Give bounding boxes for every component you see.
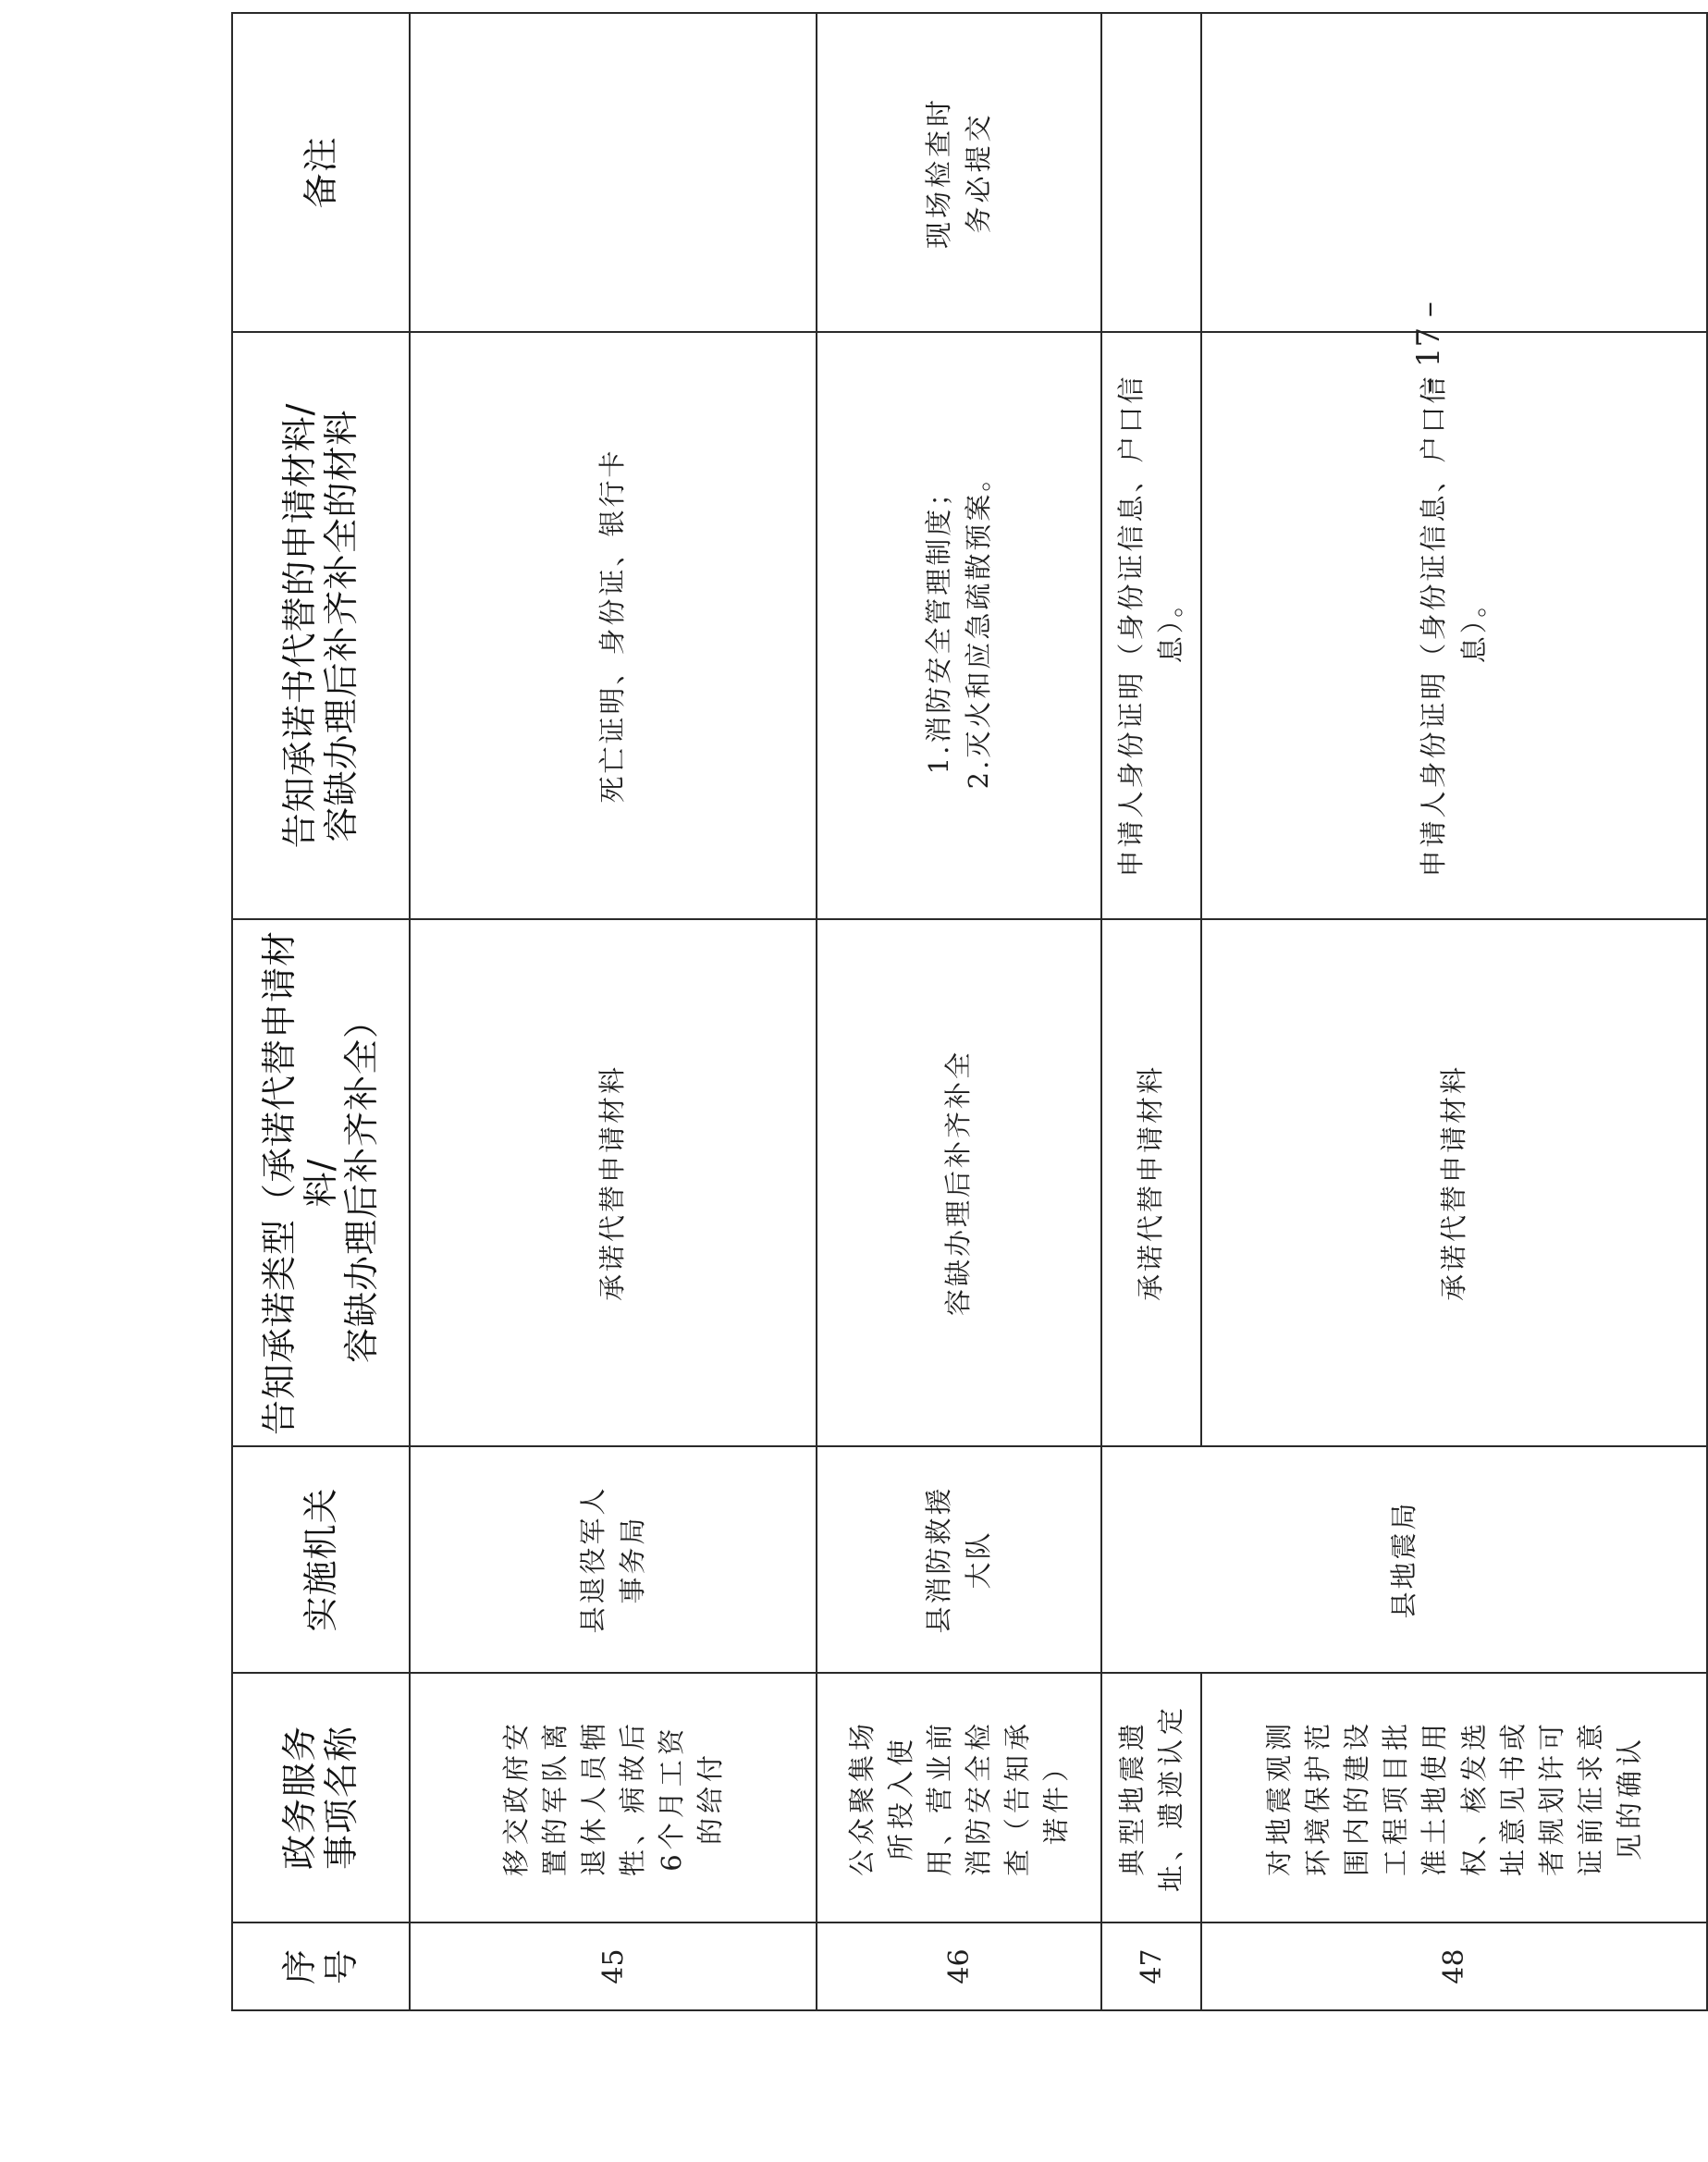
table-row — [1101, 13, 1201, 2010]
commitment-table — [231, 12, 1708, 2011]
row-seq: 46 — [817, 1922, 1101, 2010]
table-row — [410, 13, 817, 2010]
row-service-name: 移交政府安 置的军队离 退休人员牺 牲、病故后 6个月工资 的给付 — [410, 1673, 817, 1922]
row-materials: 申请人身份证明（身份证信息、户口信息）。 — [1101, 332, 1201, 919]
header-service-name: 政务服务 事项名称 — [232, 1673, 410, 1922]
row-commitment-type: 承诺代替申请材料 — [1101, 919, 1201, 1446]
row-seq: 48 — [1201, 1922, 1707, 2010]
row-service-name: 公众聚集场 所投入使 用、营业前 消防安全检 查（告知承 诺件） — [817, 1673, 1101, 1922]
rotated-table-sheet — [231, 14, 1706, 2011]
row-remark — [1201, 13, 1707, 332]
row-agency: 县退役军人 事务局 — [410, 1446, 817, 1673]
row-agency: 县地震局 — [1101, 1446, 1707, 1673]
table-row — [1201, 13, 1707, 2010]
header-agency: 实施机关 — [232, 1446, 410, 1673]
header-commitment-type: 告知承诺类型（承诺代替申请材料/ 容缺办理后补齐补全） — [232, 919, 410, 1446]
row-materials: 申请人身份证明（身份证信息、户口信息）。 — [1201, 332, 1707, 919]
row-service-name: 对地震观测 环境保护范 围内的建设 工程项目批 准土地使用 权、核发选 址意见书或 者规划许可 证前征求意 见的确认 — [1201, 1673, 1707, 1922]
table-header-row — [232, 13, 410, 2010]
row-seq: 45 — [410, 1922, 817, 2010]
row-seq: 47 — [1101, 1922, 1201, 2010]
page-number: – 17 – — [1410, 301, 1447, 393]
row-commitment-type: 容缺办理后补齐补全 — [817, 919, 1101, 1446]
row-remark: 现场检查时 务必提交 — [817, 13, 1101, 332]
row-service-name: 典型地震遗 址、遗迹认定 — [1101, 1673, 1201, 1922]
row-commitment-type: 承诺代替申请材料 — [410, 919, 817, 1446]
row-remark — [1101, 13, 1201, 332]
table-row — [817, 13, 1101, 2010]
row-agency: 县消防救援 大队 — [817, 1446, 1101, 1673]
header-remark: 备注 — [232, 13, 410, 332]
header-materials: 告知承诺书代替的申请材料/ 容缺办理后补齐补全的材料 — [232, 332, 410, 919]
row-materials: 死亡证明、身份证、银行卡 — [410, 332, 817, 919]
row-remark — [410, 13, 817, 332]
header-seq: 序号 — [232, 1922, 410, 2010]
row-commitment-type: 承诺代替申请材料 — [1201, 919, 1707, 1446]
row-materials: 1.消防安全管理制度； 2.灭火和应急疏散预案。 — [817, 332, 1101, 919]
